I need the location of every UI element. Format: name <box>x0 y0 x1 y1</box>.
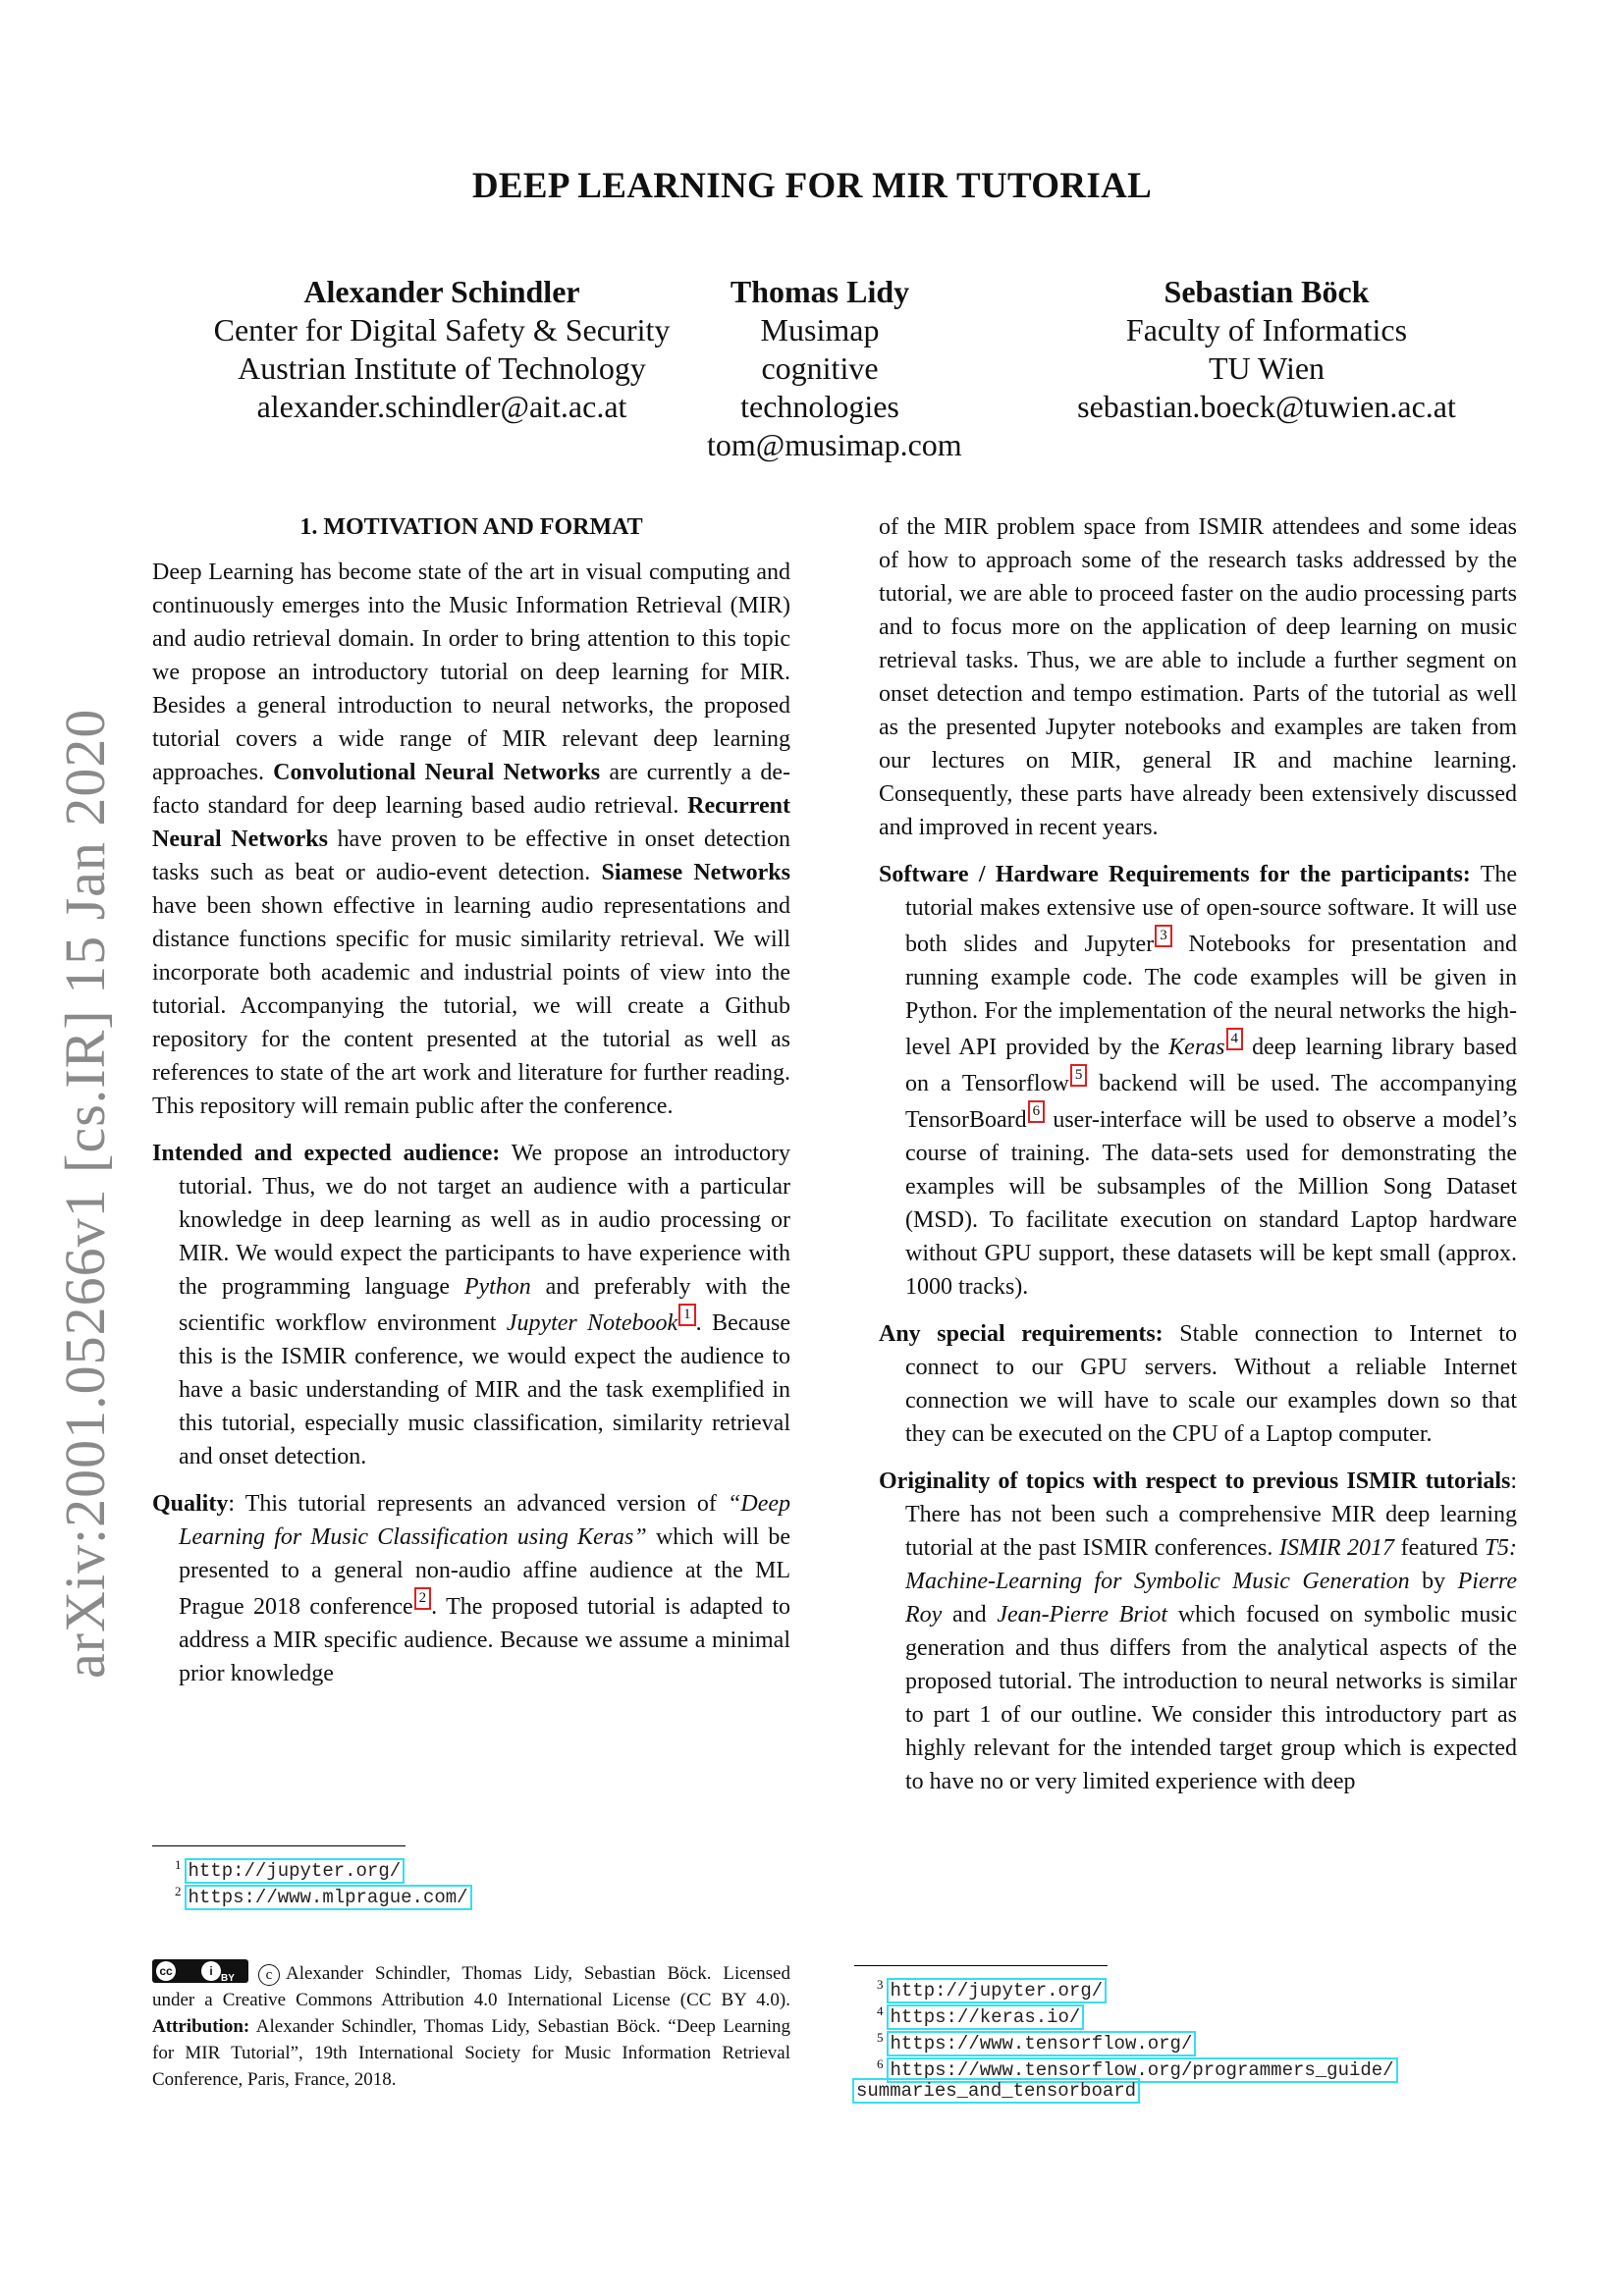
term-siamese: Siamese Networks <box>601 860 790 885</box>
author-name: Thomas Lidy <box>730 274 910 309</box>
footnote-link[interactable]: 1 <box>678 1304 696 1326</box>
author-affiliation: Austrian Institute of Technology <box>238 350 646 386</box>
footnote-url-link[interactable]: summaries_and_tensorboard <box>852 2078 1140 2104</box>
right-column <box>879 510 1517 1798</box>
motivation-paragraph: Deep Learning has become state of the art in visual computing and continuously emerges into the Music Information Retrieval (MIR) and audio retrieval domain. In order to bring attention to this topic we propose an introductory tutorial on deep learning for MIR. Besides a general introduction to neural networks, the proposed tutorial covers a wide range of MIR relevant deep learning approaches. Convolutional Neural Networks are currently a de-facto standard for deep learning based audio retrieval. Recurrent Neural Networks have proven to be effective in onset detection tasks such as beat or audio-event detection. Siamese Networks have been shown effective in learning audio representations and distance functions specific for music similarity retrieval. We will incorporate both academic and industrial points of view into the tutorial. Accompanying the tutorial, we will create a Github repository for the content presented at the tutorial as well as references to state of the art work and literature for further reading. This repository will remain public after the conference. <box>152 560 791 1119</box>
originality-paragraph: Originality of topics with respect to previous ISMIR tutorials: There has not been such a comprehensive MIR deep learning tutorial at the past ISMIR conferences. ISMIR 2017 featured T5: Machine-Learning for Symbolic Music Generation by Pierre Roy and Jean-Pierre Briot which focused on symbolic music generation and thus differs from the analytical aspects of the proposed tutorial. The introduction to neural networks is similar to part 1 of our outline. We consider this introductory part as highly relevant for the intended target group which is expected to have no or very limited experience with deep <box>879 1468 1518 1794</box>
footnote: $^4$ https://keras.io/ <box>877 1998 1084 2031</box>
left-column <box>152 510 790 1690</box>
footnote-url-link[interactable]: https://www.tensorflow.org/programmers_guide/ <box>887 2057 1398 2083</box>
footnote: $^1$ http://jupyter.org/ <box>175 1851 405 1885</box>
author-block <box>707 273 962 464</box>
author-affiliation: cognitive technologies <box>740 350 899 424</box>
quality-label: Quality <box>152 1491 229 1517</box>
author-block <box>1041 273 1492 426</box>
cc-by-license-icon: cc i BY <box>152 1959 248 1983</box>
paper-title: DEEP LEARNING FOR MIR TUTORIAL <box>471 166 1153 206</box>
footnote-link[interactable]: 2 <box>414 1587 432 1610</box>
footnote-url-link[interactable]: http://jupyter.org/ <box>887 1978 1108 2003</box>
footnote-rule <box>854 1965 1108 1966</box>
author-email: sebastian.boeck@tuwien.ac.at <box>1077 389 1456 424</box>
copyright-icon: c <box>258 1964 280 1986</box>
footnote-link[interactable]: 6 <box>1028 1100 1046 1123</box>
author-name: Alexander Schindler <box>303 274 580 309</box>
arxiv-identifier: arXiv:2001.05266v1 [cs.IR] 15 Jan 2020 <box>53 708 117 1679</box>
audience-label: Intended and expected audience: <box>152 1141 501 1166</box>
author-affiliation: TU Wien <box>1208 350 1326 386</box>
footnote: $^2$ https://www.mlprague.com/ <box>175 1878 472 1911</box>
quality-paragraph: Quality: This tutorial represents an advanced version of “Deep Learning for Music Classification using Keras” which will be presented to a general non-audio affine audience at the ML Prague 2018 conference 2 . The proposed tutorial is adapted to address a MIR specific audience. Because we assume a minimal prior knowledge <box>152 1491 791 1686</box>
continued-paragraph: of the MIR problem space from ISMIR attendees and some ideas of how to approach some of the research tasks addressed by the tutorial, we are able to proceed faster on the audio processing parts and to focus more on the application of deep learning on music retrieval tasks. Thus, we are able to include a further segment on onset detection and tempo estimation. Parts of the tutorial as well as the presented Jupyter notebooks and examples are taken from our lectures on MIR, general IR and machine learning. Consequently, these parts have already been extensively discussed and improved in recent years. <box>879 514 1517 840</box>
special-requirements-label: Any special requirements: <box>879 1321 1164 1347</box>
footnote: $^5$ https://www.tensorflow.org/ <box>877 2024 1196 2057</box>
section-heading: 1. MOTIVATION AND FORMAT <box>299 514 643 540</box>
special-requirements-paragraph: Any special requirements: Stable connection to Internet to connect to our GPU servers. Without a reliable Internet connection we will have to scale our examples down so that they can be executed on the CPU of a Laptop computer. <box>879 1321 1518 1447</box>
term-rnn: Recurrent Neural Networks <box>152 793 791 852</box>
footnote-link[interactable]: 4 <box>1226 1028 1244 1050</box>
author-name: Sebastian Böck <box>1164 274 1370 309</box>
license-notice: cc i BY c Alexander Schindler, Thomas Lidy, Sebastian Böck. Licensed under a Creative Commons Attribution 4.0 International License (CC BY 4.0). Attribution: Alexander Schindler, Thomas Lidy, Sebastian Böck. “Deep Learning for MIR Tutorial”, 19th International Society for Music Information Retrieval Conference, Paris, France, 2018. <box>152 1959 790 2093</box>
footnote-url-link[interactable]: https://www.mlprague.com/ <box>185 1885 472 1910</box>
footnote-url-link[interactable]: http://jupyter.org/ <box>185 1858 406 1884</box>
author-email: tom@musimap.com <box>707 427 962 462</box>
footnote-url-link[interactable]: https://www.tensorflow.org/ <box>887 2031 1197 2056</box>
author-email: alexander.schindler@ait.ac.at <box>256 389 627 424</box>
footnote-link[interactable]: 3 <box>1155 925 1172 947</box>
term-cnn: Convolutional Neural Networks <box>273 760 601 785</box>
author-affiliation: Musimap <box>760 312 880 347</box>
footnote-url-link[interactable]: https://keras.io/ <box>887 2004 1085 2030</box>
author-affiliation: Center for Digital Safety & Security <box>213 312 671 347</box>
software-paragraph: Software / Hardware Requirements for the participants: The tutorial makes extensive use of open-source software. It will use both slides and Jupyter 3 Notebooks for presentation and running example code. The code examples will be given in Python. For the implementation of the neural networks the high-level API provided by the Keras 4 deep learning library based on a Tensorflow 5 backend will be used. The accompanying TensorBoard 6 user-interface will be used to observe a model’s course of training. The data-sets used for demonstrating the examples will be subsamples of the Million Song Dataset (MSD). To facilitate execution on standard Laptop hardware without GPU support, these datasets will be kept small (approx. 1000 tracks). <box>879 862 1518 1300</box>
footnote: $^6$ https://www.tensorflow.org/programmers_guide/ <box>877 2051 1398 2084</box>
footnote-continuation <box>852 2077 1140 2105</box>
footnote: $^3$ http://jupyter.org/ <box>877 1971 1107 2004</box>
audience-paragraph: Intended and expected audience: We propose an introductory tutorial. Thus, we do not target an audience with a particular knowledge in deep learning as well as in audio processing or MIR. We would expect the participants to have experience with the programming language Python and preferably with the scientific workflow environment Jupyter Notebook 1 . Because this is the ISMIR conference, we would expect the audience to have a basic understanding of MIR and the task exemplified in this tutorial, especially music classification, similarity retrieval and onset detection. <box>152 1141 791 1469</box>
footnote-rule <box>152 1845 406 1846</box>
originality-label: Originality of topics with respect to previous ISMIR tutorials <box>879 1468 1511 1494</box>
author-block <box>177 273 707 426</box>
author-affiliation: Faculty of Informatics <box>1125 312 1408 347</box>
software-label: Software / Hardware Requirements for the participants: <box>879 862 1471 887</box>
footnote-link[interactable]: 5 <box>1070 1064 1088 1087</box>
